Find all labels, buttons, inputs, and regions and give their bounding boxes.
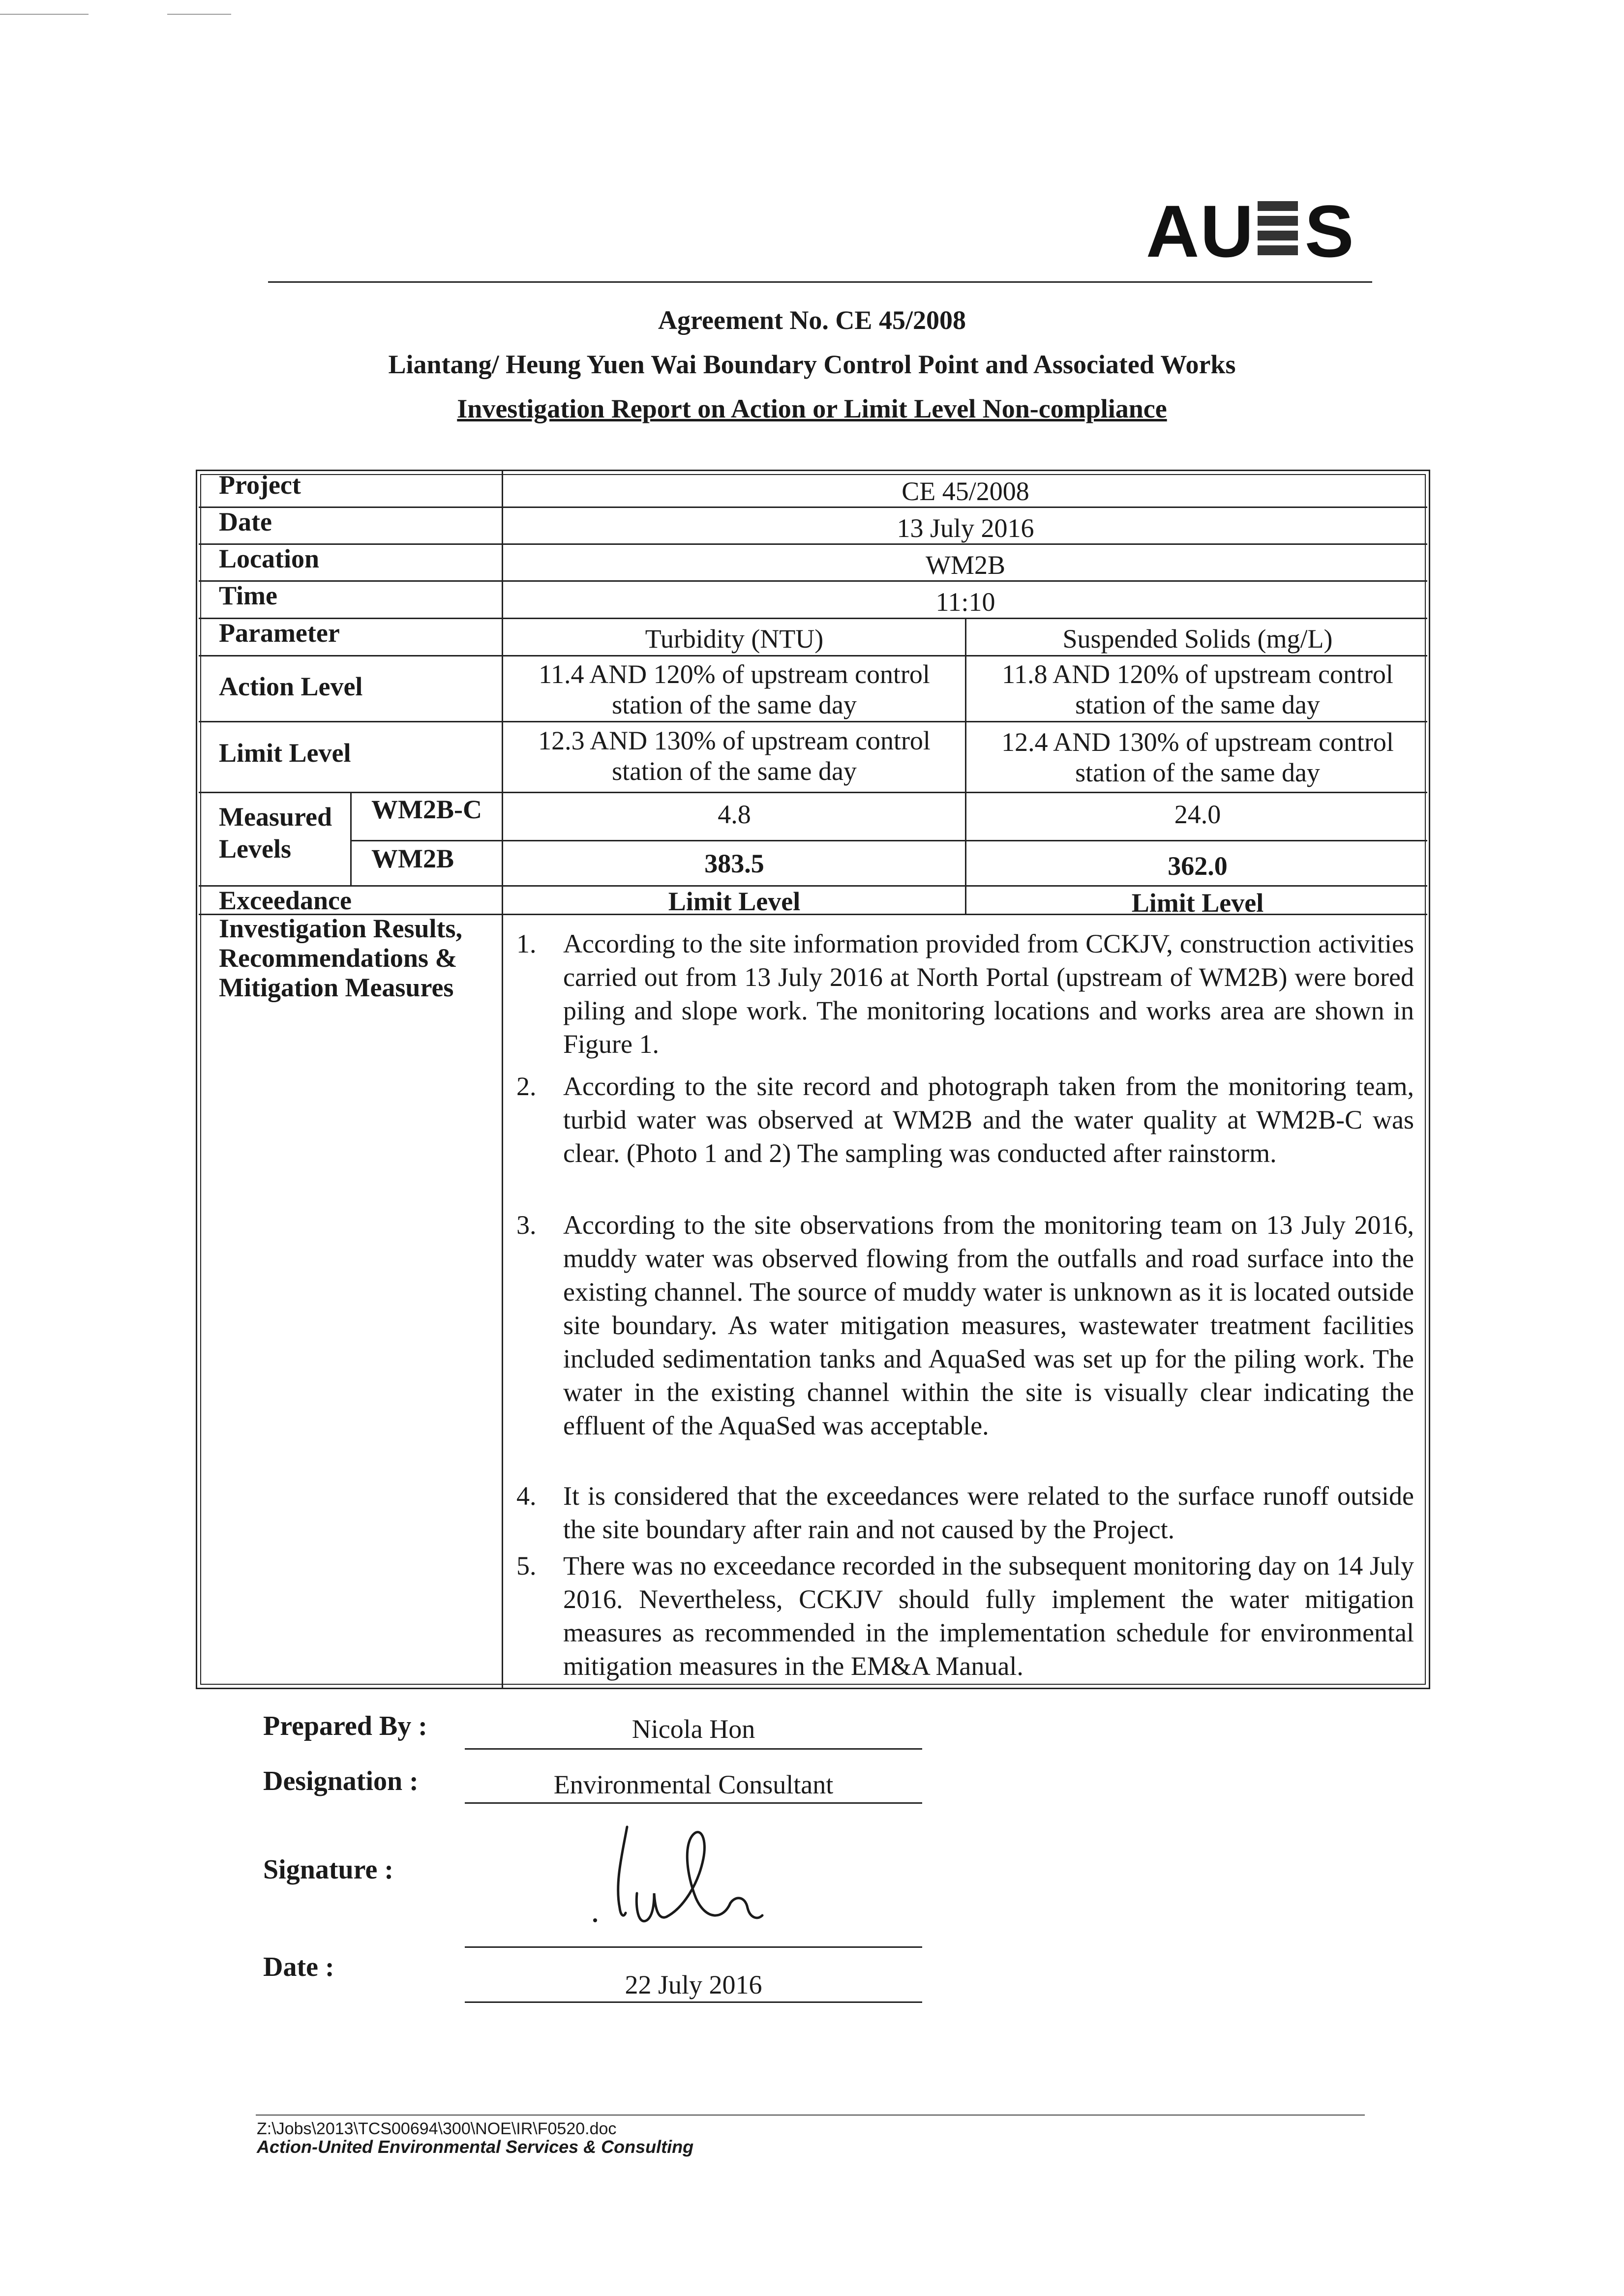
header-rule — [268, 281, 1372, 283]
parameter-label: Parameter — [219, 618, 340, 648]
prepared-by-rule — [465, 1748, 922, 1750]
wm2b-c-turbidity: 4.8 — [718, 800, 751, 829]
finding-item: 5. There was no exceedance recorded in the subsequent monitoring day on 14 July 2016. Nevertheless, CCKJV should fully implement the water mitigation measures as recommended in the implementation schedule for environmental mitigation measures in the EM&A Manual. — [516, 1551, 1414, 1681]
station-wm2b-c: WM2B-C — [371, 795, 482, 824]
row-divider — [199, 721, 1427, 722]
signature-rule — [465, 1946, 922, 1948]
project-title: Liantang/ Heung Yuen Wai Boundary Control Point and Associated Works — [388, 350, 1236, 379]
document-path: Z:\Jobs\2013\TCS00694\300\NOE\IR\F0520.doc — [257, 2119, 617, 2138]
designation-label: Designation : — [263, 1766, 419, 1796]
designation-rule — [465, 1802, 922, 1804]
date-value: 13 July 2016 — [897, 513, 1034, 543]
date-signed-rule — [465, 2001, 922, 2003]
scan-mark — [0, 14, 89, 15]
investigation-label: Investigation Results, Recommendations & Mitigation Measures — [219, 914, 463, 1002]
row-divider — [199, 507, 1427, 508]
date-label: Date — [219, 507, 272, 537]
footer-rule — [256, 2115, 1365, 2116]
row-divider — [199, 580, 1427, 582]
prepared-by-value: Nicola Hon — [632, 1714, 755, 1744]
action-turbidity: 11.4 AND 120% of upstream control station of the same day — [539, 659, 930, 719]
date-signed-value: 22 July 2016 — [625, 1970, 762, 1999]
designation-value: Environmental Consultant — [553, 1770, 834, 1799]
company-name: Action-United Environmental Services & Consulting — [257, 2137, 694, 2157]
param-suspended-solids: Suspended Solids (mg/L) — [1062, 624, 1333, 654]
wm2b-c-suspended-solids: 24.0 — [1174, 800, 1221, 829]
project-label: Project — [219, 470, 301, 500]
limit-suspended-solids: 12.4 AND 130% of upstream control station of the same day — [1001, 727, 1394, 787]
param-turbidity: Turbidity (NTU) — [645, 624, 824, 654]
wm2b-suspended-solids: 362.0 — [1168, 851, 1228, 881]
levels-label: Levels — [219, 834, 291, 864]
signature-label: Signature : — [263, 1854, 393, 1885]
exceedance-label: Exceedance — [219, 886, 352, 915]
measured-label: Measured — [219, 802, 332, 832]
scan-mark — [167, 14, 231, 15]
location-label: Location — [219, 544, 320, 573]
exceedance-suspended-solids: Limit Level — [1131, 888, 1264, 918]
prepared-by-label: Prepared By : — [263, 1711, 427, 1741]
action-suspended-solids: 11.8 AND 120% of upstream control station of the same day — [1002, 659, 1393, 719]
project-value: CE 45/2008 — [902, 477, 1029, 506]
limit-level-label: Limit Level — [219, 738, 351, 768]
agreement-number: Agreement No. CE 45/2008 — [658, 305, 966, 335]
handwritten-signature — [580, 1815, 807, 1942]
date-signed-label: Date : — [263, 1952, 334, 1982]
finding-item: 4. It is considered that the exceedances were related to the surface runoff outside the site boundary after rain and not caused by the Project. — [516, 1481, 1414, 1544]
finding-item: 2. According to the site record and photograph taken from the monitoring team, turbid water was observed at WM2B and the water quality at WM2B-C was clear. (Photo 1 and 2) The sampling was conducted after rainstorm. — [516, 1072, 1414, 1168]
exceedance-turbidity: Limit Level — [668, 887, 801, 916]
row-divider — [199, 792, 1427, 793]
wm2b-turbidity: 383.5 — [704, 849, 764, 878]
report-title: Investigation Report on Action or Limit Level Non-compliance — [457, 394, 1167, 423]
row-divider — [350, 840, 1427, 841]
finding-item: 3. According to the site observations from the monitoring team on 13 July 2016, muddy water was observed flowing from the outfalls and road surface into the existing channel. The source of muddy water is unknown as it is located outside site boundary. As water mitigation measures, wastewater treatment facilities included sedimentation tanks and AquaSed was set up for the piling work. The water in the existing channel within the site is visually clear indicating the effluent of the AquaSed was acceptable. — [516, 1210, 1414, 1440]
row-divider — [199, 618, 1427, 619]
row-divider — [199, 655, 1427, 656]
logo-striped-e — [1255, 194, 1305, 268]
finding-item: 1. According to the site information provided from CCKJV, construction activities carried out from 13 July 2016 at North Portal (upstream of WM2B) were bored piling and slope work. The monitoring locations and works area are shown in Figure 1. — [516, 929, 1414, 1059]
action-level-label: Action Level — [219, 672, 363, 701]
company-logo: AU S — [1146, 190, 1355, 272]
limit-turbidity: 12.3 AND 130% of upstream control station of the same day — [538, 726, 931, 786]
col-divider — [350, 793, 352, 886]
row-divider — [199, 543, 1427, 545]
time-value: 11:10 — [935, 587, 995, 617]
location-value: WM2B — [926, 550, 1005, 580]
station-wm2b: WM2B — [371, 844, 454, 873]
time-label: Time — [219, 581, 277, 610]
